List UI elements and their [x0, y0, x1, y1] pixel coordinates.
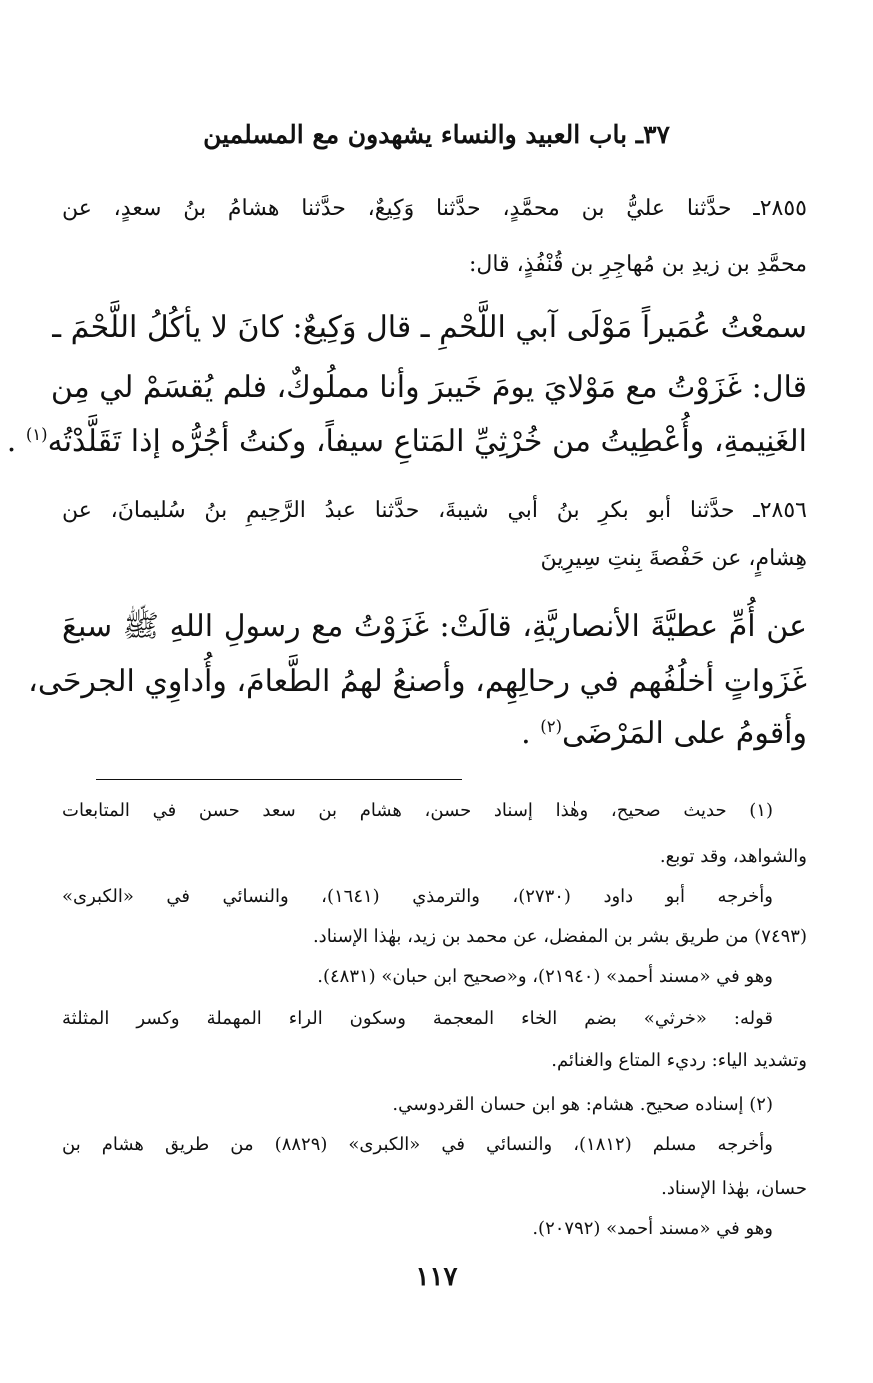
footnote-separator: [96, 779, 462, 780]
footnote-2-line-2: وأخرجه مسلم (١٨١٢)، والنسائي في «الكبرى» (٨٨٢٩) من طريق هشام بن: [62, 1134, 773, 1155]
footnote-1-line-5: وهو في «مسند أحمد» (٢١٩٤٠)، و«صحيح ابن حبان» (٤٨٣١).: [317, 966, 773, 987]
hadith-2855-isnad-line-2: محمَّدِ بن زيدِ بن مُهاجِرِ بن قُنْفُذٍ، قال:: [468, 252, 807, 277]
hadith-2855-matn-line-2: قال: غَزَوْتُ مع مَوْلايَ يومَ خَيبرَ وأنا مملُوكٌ، فلم يُقسَمْ لي مِن: [50, 370, 807, 405]
hadith-2856-matn-line-2: غَزَواتٍ أخلُفُهم في رحالِهِم، وأصنعُ لهمُ الطَّعامَ، وأُداوِي الجرحَى،: [28, 664, 807, 699]
hadith-2855-matn-line-1: سمعْتُ عُمَيراً مَوْلَى آبي اللَّحْمِ ـ قال وَكِيعٌ: كانَ لا يأكُلُ اللَّحْمَ ـ: [52, 310, 807, 345]
hadith-2856-isnad-line-2: هِشامٍ، عن حَفْصةَ بِنتِ سِيرِينَ: [540, 546, 807, 571]
page-number: ١١٧: [415, 1262, 458, 1292]
chapter-title: ٣٧ـ باب العبيد والنساء يشهدون مع المسلمين: [203, 120, 670, 149]
footnote-ref-1: (١): [25, 425, 48, 444]
footnote-1-line-4: (٧٤٩٣) من طريق بشر بن المفضل، عن محمد بن زيد، بهٰذا الإسناد.: [312, 926, 807, 947]
hadith-2855-matn-line-3: [6, 424, 807, 459]
footnote-1-line-1: (١) حديث صحيح، وهٰذا إسناد حسن، هشام بن سعد حسن في المتابعات: [62, 800, 773, 821]
matn-text: وأقومُ على المَرْضَى: [562, 716, 807, 751]
footnote-ref-2: (٢): [540, 717, 562, 736]
footnote-2-line-4: وهو في «مسند أحمد» (٢٠٧٩٢).: [532, 1218, 773, 1239]
hadith-2856-matn-line-3: [62, 716, 807, 751]
footnote-1-line-6: قوله: «خرثي» بضم الخاء المعجمة وسكون الراء المهملة وكسر المثلثة: [62, 1008, 773, 1029]
footnote-1-line-7: وتشديد الياء: رديء المتاع والغنائم.: [551, 1050, 807, 1071]
footnote-1-line-3: وأخرجه أبو داود (٢٧٣٠)، والترمذي (١٦٤١)، والنسائي في «الكبرى»: [62, 886, 773, 907]
matn-end: .: [6, 424, 26, 459]
hadith-2856-matn-line-1: عن أُمِّ عطيَّةَ الأنصاريَّةِ، قالَتْ: غَزَوْتُ مع رسولِ اللهِ ﷺ سبعَ: [62, 609, 807, 644]
hadith-2855-isnad-line-1: ٢٨٥٥ـ حدَّثنا عليُّ بن محمَّدٍ، حدَّثنا وَكِيعٌ، حدَّثنا هشامُ بنُ سعدٍ، عن: [62, 196, 807, 221]
matn-end: .: [521, 716, 541, 751]
footnote-2-line-1: (٢) إسناده صحيح. هشام: هو ابن حسان القردوسي.: [392, 1094, 773, 1115]
hadith-2856-isnad-line-1: ٢٨٥٦ـ حدَّثنا أبو بكرِ بنُ أبي شيبةَ، حدَّثنا عبدُ الرَّحِيمِ بنُ سُليمانَ، عن: [62, 498, 807, 523]
matn-text: الغَنِيمةِ، وأُعْطِيتُ من خُرْثِيِّ المَتاعِ سيفاً، وكنتُ أجُرُّه إذا تَقَلَّدْتُه: [47, 424, 807, 459]
footnote-2-line-3: حسان، بهٰذا الإسناد.: [661, 1178, 807, 1199]
footnote-1-line-2: والشواهد، وقد توبع.: [659, 846, 807, 867]
